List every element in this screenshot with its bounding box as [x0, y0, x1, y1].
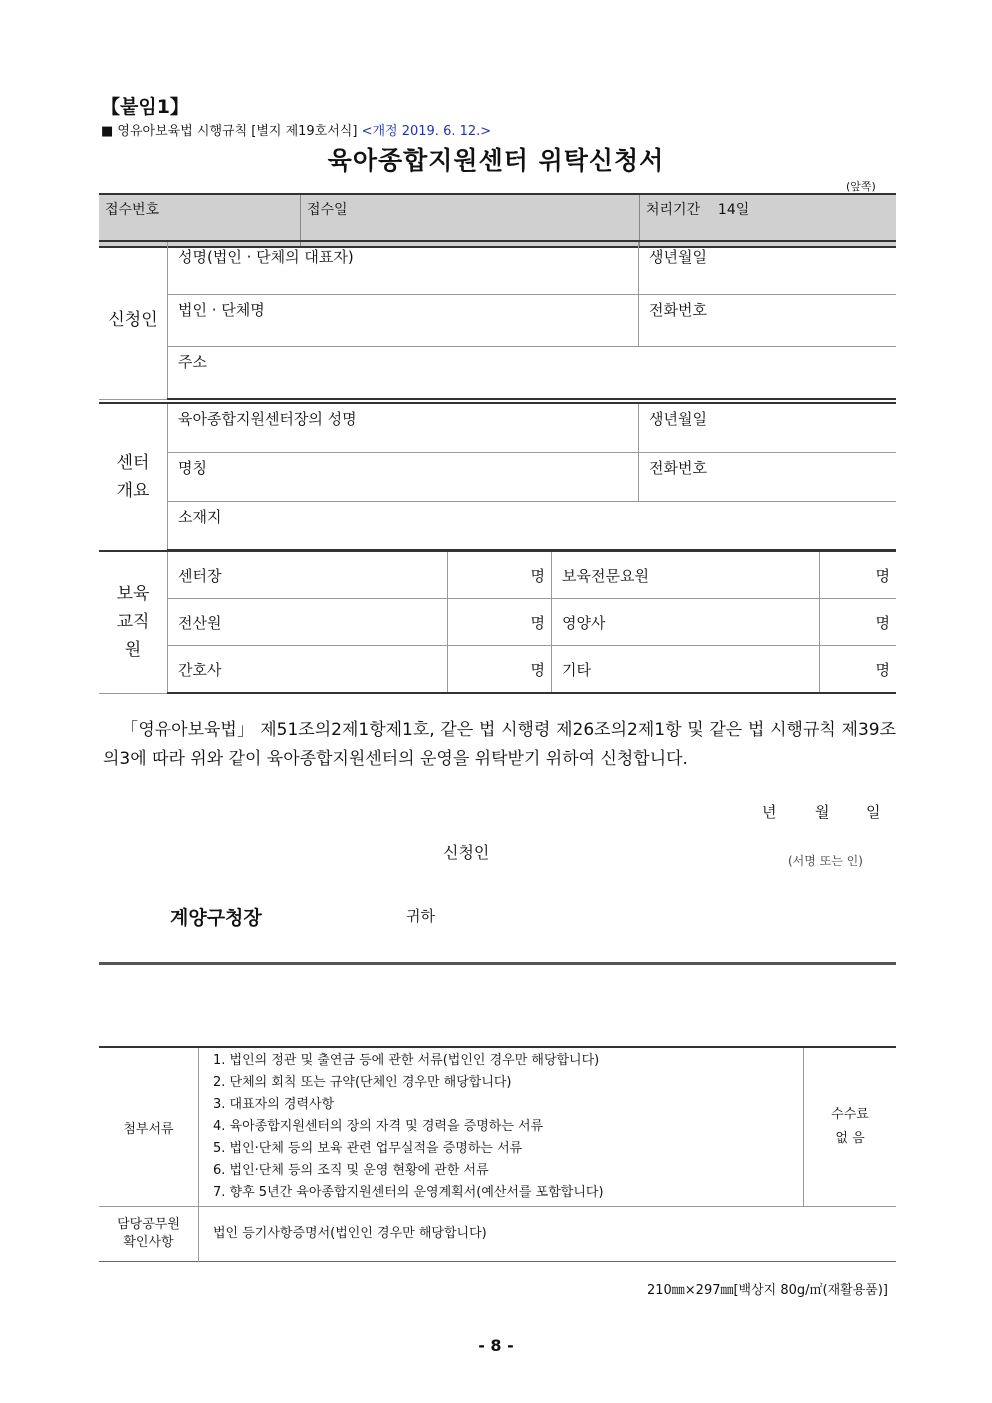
applicant-sign-label: 신청인	[443, 843, 490, 862]
fee-label: 수수료	[831, 1107, 869, 1122]
center-phone-label: 전화번호	[649, 459, 707, 477]
applicant-phone-label: 전화번호	[649, 301, 707, 319]
attachment-item: 4. 육아종합지원센터의 장의 자격 및 경력을 증명하는 서류	[213, 1119, 544, 1134]
applicant-address-label: 주소	[178, 353, 207, 371]
attachment-item: 1. 법인의 정관 및 출연금 등에 관한 서류(법인인 경우만 해당합니다)	[213, 1053, 600, 1068]
recipient-suffix: 귀하	[406, 907, 435, 925]
staff-other-field[interactable]	[552, 646, 820, 694]
page-number: - 8 -	[478, 1336, 514, 1355]
paper-spec: 210㎜×297㎜[백상지 80g/㎡(재활용품)]	[646, 1283, 888, 1298]
staff-nurse-label: 간호사	[178, 660, 222, 679]
processing-period-value: 14일	[717, 202, 750, 218]
staff-other-unit: 명	[820, 646, 897, 694]
law-reference	[101, 120, 491, 139]
attachment-item: 6. 법인·단체 등의 조직 및 운영 현황에 관한 서류	[213, 1163, 489, 1178]
center-birth-label: 생년월일	[649, 410, 707, 428]
center-location-field[interactable]	[168, 502, 897, 551]
form-title: 육아종합지원센터 위탁신청서	[327, 146, 665, 175]
center-section-label-text: 센터 개요	[116, 452, 150, 501]
staff-specialist-unit: 명	[820, 551, 897, 599]
fee-cell	[804, 1047, 897, 1207]
staff-head-label: 센터장	[178, 566, 222, 585]
staff-specialist-field[interactable]	[552, 551, 820, 599]
center-name-field[interactable]	[168, 453, 639, 502]
applicant-address-field[interactable]	[168, 347, 897, 400]
staff-nutritionist-label: 영양사	[562, 613, 606, 632]
staff-section-label-text: 보육 교직원	[116, 584, 150, 661]
receipt-date-label: 접수일	[307, 202, 348, 218]
staff-computer-field[interactable]	[168, 599, 448, 646]
signature-note: (서명 또는 인)	[788, 854, 863, 868]
center-head-name-field[interactable]	[168, 403, 639, 453]
official-check-label-text: 담당공무원 확인사항	[117, 1217, 180, 1250]
staff-section	[99, 550, 896, 694]
date-month-label: 월	[815, 803, 830, 821]
center-name-label: 명칭	[178, 459, 207, 477]
staff-nurse-field[interactable]	[168, 646, 448, 694]
applicant-birth-field[interactable]	[639, 241, 897, 295]
official-check-label	[99, 1207, 199, 1262]
attachment-item: 2. 단체의 회칙 또는 규약(단체인 경우만 해당합니다)	[213, 1075, 512, 1090]
staff-head-unit: 명	[448, 551, 552, 599]
staff-specialist-label: 보육전문요원	[562, 566, 649, 585]
attachment-label: 【붙임1】	[101, 96, 189, 118]
section-divider	[99, 962, 896, 965]
center-birth-field[interactable]	[639, 403, 897, 453]
law-reference-text: ■ 영유아보육법 시행규칙 [별지 제19호서식]	[101, 124, 358, 139]
center-head-name-label: 육아종합지원센터장의 성명	[178, 410, 357, 428]
official-check-value: 법인 등기사항증명서(법인인 경우만 해당합니다)	[213, 1226, 487, 1241]
attachment-item: 3. 대표자의 경력사항	[213, 1097, 335, 1112]
date-year-label: 년	[762, 803, 777, 821]
staff-computer-label: 전산원	[178, 613, 222, 632]
staff-nurse-unit: 명	[448, 646, 552, 694]
recipient-name: 계양구청장	[170, 907, 262, 929]
center-section-label	[99, 403, 168, 550]
processing-period-label: 처리기간	[646, 202, 701, 218]
applicant-org-label: 법인 · 단체명	[178, 301, 265, 319]
applicant-section	[99, 240, 896, 400]
staff-section-label	[99, 551, 168, 693]
staff-other-label: 기타	[562, 660, 591, 679]
applicant-name-label: 성명(법인 · 단체의 대표자)	[178, 248, 354, 266]
center-location-label: 소재지	[178, 508, 222, 526]
page-side-note: (앞쪽)	[846, 180, 876, 193]
applicant-birth-label: 생년월일	[649, 248, 707, 266]
attachments-label: 첨부서류	[99, 1047, 199, 1207]
attachments-list	[199, 1047, 804, 1207]
applicant-phone-field[interactable]	[639, 295, 897, 347]
staff-head-field[interactable]	[168, 551, 448, 599]
staff-computer-unit: 명	[448, 599, 552, 646]
fee-value: 없 음	[835, 1131, 865, 1146]
application-statement: 「영유아보육법」 제51조의2제1항제1호, 같은 법 시행령 제26조의2제1항 및 같은 법 시행규칙 제39조의3에 따라 위와 같이 육아종합지원센터의 운영을 위탁받기 위하여 신청합니다.	[103, 720, 896, 769]
center-section	[99, 402, 896, 551]
date-day-label: 일	[866, 803, 881, 821]
attachment-item: 7. 향후 5년간 육아종합지원센터의 운영계획서(예산서를 포함합니다)	[213, 1185, 604, 1200]
applicant-org-field[interactable]	[168, 295, 639, 347]
receipt-number-label: 접수번호	[105, 202, 160, 218]
staff-nutritionist-field[interactable]	[552, 599, 820, 646]
applicant-name-field[interactable]	[168, 241, 639, 295]
applicant-section-label: 신청인	[99, 241, 168, 399]
attachment-item: 5. 법인·단체 등의 보육 관련 업무실적을 증명하는 서류	[213, 1141, 523, 1156]
revision-date: <개정 2019. 6. 12.>	[361, 124, 492, 139]
attachments-table	[99, 1046, 896, 1262]
center-phone-field[interactable]	[639, 453, 897, 502]
staff-nutritionist-unit: 명	[820, 599, 897, 646]
